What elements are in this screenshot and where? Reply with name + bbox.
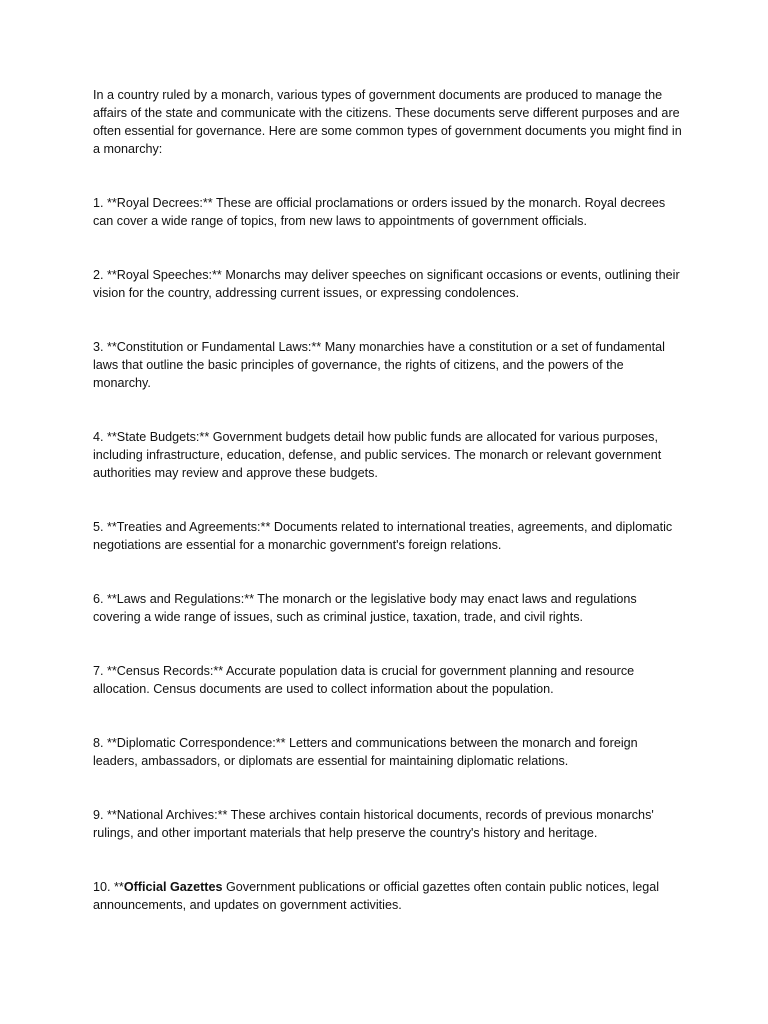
list-item-royal-decrees (93, 194, 683, 230)
list-item-label: 1. **Royal Decrees:** (93, 196, 213, 210)
list-item-label: 7. **Census Records:** (93, 664, 224, 678)
list-item-text: Government publications or official gazettes often contain public notices, legal announcements, and updates on government activities. (93, 880, 660, 912)
document-body (93, 86, 683, 914)
list-item-text: These are official proclamations or orders issued by the monarch. Royal decrees can cover a wide range of topics, from new laws to appointments of government officials. (93, 196, 666, 228)
list-item-census-records (93, 662, 683, 698)
list-item-text: Letters and communications between the monarch and foreign leaders, ambassadors, or diplomats are essential for maintaining diplomatic relations. (93, 736, 638, 768)
list-item-text: Documents related to international treaties, agreements, and diplomatic negotiations are essential for a monarchic government's foreign relations. (93, 520, 673, 552)
list-item-label: 3. **Constitution or Fundamental Laws:** (93, 340, 322, 354)
list-item-official-gazettes (93, 878, 683, 914)
list-item-label: 8. **Diplomatic Correspondence:** (93, 736, 286, 750)
list-item-label: 4. **State Budgets:** (93, 430, 210, 444)
list-item-state-budgets (93, 428, 683, 482)
list-item-text: The monarch or the legislative body may enact laws and regulations covering a wide range of issues, such as criminal justice, taxation, trade, and civil rights. (93, 592, 637, 624)
list-item-text: Monarchs may deliver speeches on significant occasions or events, outlining their vision for the country, addressing current issues, or expressing condolences. (93, 268, 680, 300)
list-item-national-archives (93, 806, 683, 842)
intro-paragraph: In a country ruled by a monarch, various types of government documents are produced to manage the affairs of the state and communicate with the citizens. These documents serve different purposes and are often essential for governance. Here are some common types of government documents you might find in a monarchy: (93, 88, 682, 156)
list-item-royal-speeches (93, 266, 683, 302)
list-item-text: Accurate population data is crucial for government planning and resource allocation. Census documents are used to collect information about the population. (93, 664, 635, 696)
list-item-text: These archives contain historical documents, records of previous monarchs' rulings, and other important materials that help preserve the country's history and heritage. (93, 808, 654, 840)
list-item-text: Many monarchies have a constitution or a set of fundamental laws that outline the basic principles of governance, the rights of citizens, and the powers of the monarchy. (93, 340, 665, 390)
list-item-treaties (93, 518, 683, 554)
list-item-label: 2. **Royal Speeches:** (93, 268, 222, 282)
list-item-text: Government budgets detail how public funds are allocated for various purposes, including infrastructure, education, defense, and public services. The monarch or relevant government authorities may review and approve these budgets. (93, 430, 662, 480)
list-item-diplomatic-correspondence (93, 734, 683, 770)
list-item-constitution (93, 338, 683, 392)
list-item-label: 5. **Treaties and Agreements:** (93, 520, 271, 534)
list-item-label: 6. **Laws and Regulations:** (93, 592, 255, 606)
list-item-bold: Official Gazettes (123, 880, 223, 894)
list-item-label: 9. **National Archives:** (93, 808, 228, 822)
list-item-label: 10. ** (93, 880, 124, 894)
list-item-laws-regulations (93, 590, 683, 626)
